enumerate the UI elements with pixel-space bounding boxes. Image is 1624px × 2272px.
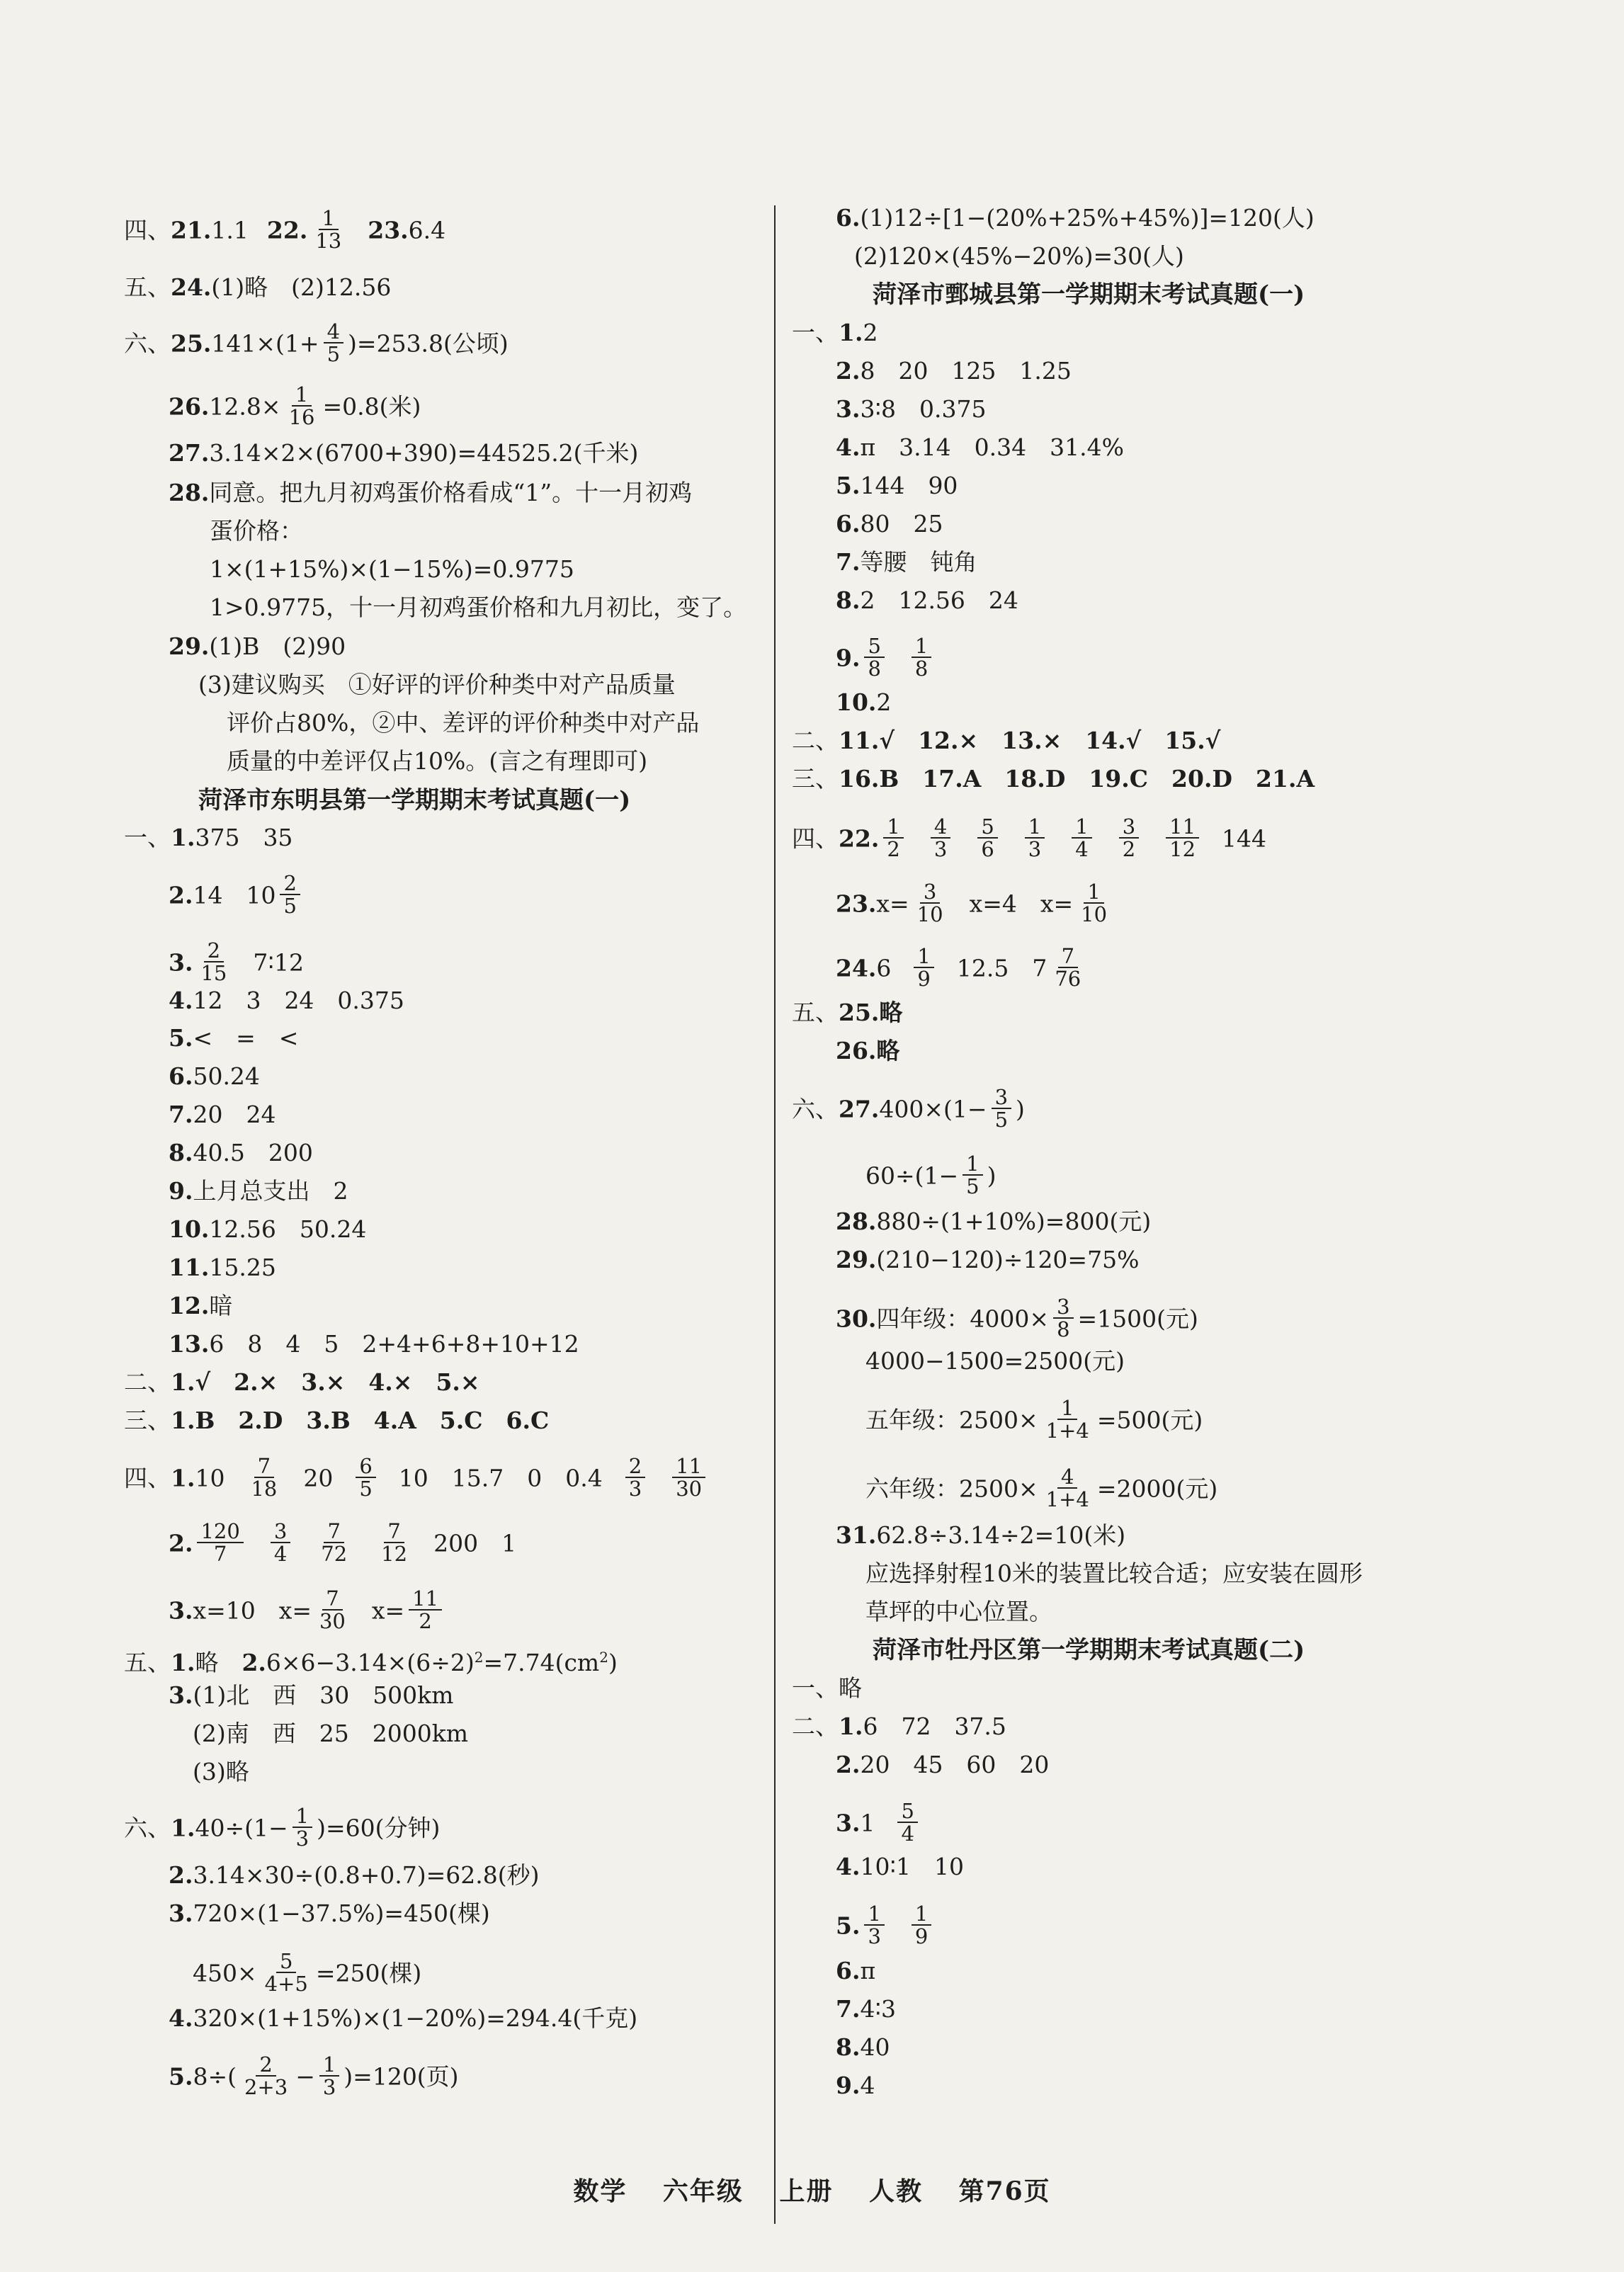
answer-line: 5. $\frac{1}{3}$ $\frac{1}{9}$ xyxy=(836,1905,936,1933)
answer-line: 3.3∶8 0.375 xyxy=(836,395,987,423)
section-heading: 菏泽市牡丹区第一学期期末考试真题(二) xyxy=(873,1636,1305,1664)
fraction: $\frac{3}{4}$ xyxy=(271,1521,290,1565)
answer-line: 28.同意。把九月初鸡蛋价格看成“1”。十一月初鸡 xyxy=(169,479,693,506)
fraction: $\frac{1}{3}$ xyxy=(319,2054,339,2098)
fraction: $\frac{5}{4}$ xyxy=(897,1800,917,1845)
fraction: $\frac{1}{4}$ xyxy=(1072,816,1091,860)
fraction: $\frac{7}{18}$ xyxy=(251,1454,278,1501)
fraction: $\frac{2}{5}$ xyxy=(280,873,300,917)
column-divider xyxy=(774,205,776,2224)
answer-line: 12.暗 xyxy=(169,1292,233,1319)
fraction: $\frac{1}{9}$ xyxy=(912,1903,931,1948)
fraction: $\frac{1}{16}$ xyxy=(288,382,315,430)
answer-line: 2.20 45 60 20 xyxy=(836,1751,1050,1778)
fraction: $\frac{1}{9}$ xyxy=(914,945,933,990)
answer-line: 26.12.8× $\frac{1}{16}$ =0.8(米) xyxy=(169,382,421,430)
answer-line: 3.720×(1−37.5%)=450(棵) xyxy=(169,1899,490,1927)
fraction: $\frac{3}{5}$ xyxy=(992,1086,1011,1131)
answer-line: 3.1 $\frac{5}{4}$ xyxy=(836,1802,922,1831)
answer-line: 29.(1)B (2)90 xyxy=(169,632,346,660)
answer-line: 二、11.√ 12.× 13.× 14.√ 15.√ xyxy=(792,727,1221,754)
answer-line: 五、1.略 $2.6\times 6-3.14\times(6\div 2)^2=7.74(cm^2)$ xyxy=(124,1649,618,1676)
answer-line: 一、1.375 35 xyxy=(124,824,293,851)
fraction: $\frac{5}{8}$ xyxy=(864,635,884,680)
footer-subject: 数学 xyxy=(573,2176,628,2206)
fraction: $\frac{11}{30}$ xyxy=(672,1455,705,1500)
answer-line: 4000−1500=2500(元) xyxy=(865,1347,1125,1375)
answer-line: 4.π 3.14 0.34 31.4% xyxy=(836,433,1124,461)
answer-line: 五年级：2500× $\frac{1}{1+4}$ =500(元) xyxy=(865,1396,1203,1443)
footer-grade: 六年级 xyxy=(662,2176,744,2206)
answer-line: 4.10∶1 10 xyxy=(836,1853,965,1880)
fraction: $\frac{3}{2}$ xyxy=(1119,816,1139,860)
answer-line: 2.14 10 $\frac{2}{5}$ xyxy=(169,875,305,903)
answer-line: 蛋价格： xyxy=(210,517,303,545)
fraction: $\frac{4}{3}$ xyxy=(931,816,950,860)
answer-line: 5.< = < xyxy=(169,1024,299,1052)
answer-line: 六年级：2500× $\frac{4}{1+4}$ =2000(元) xyxy=(865,1465,1218,1512)
fraction: $\frac{4}{1+4}$ xyxy=(1045,1465,1089,1512)
answer-line: 8.40.5 200 xyxy=(169,1139,313,1166)
fraction: $\frac{7}{72}$ xyxy=(321,1519,348,1567)
fraction: $\frac{6}{5}$ xyxy=(356,1455,375,1500)
answer-line: 27.3.14×2×(6700+390)=44525.2(千米) xyxy=(169,439,639,467)
answer-line: 30.四年级：4000× $\frac{3}{8}$ =1500(元) xyxy=(836,1295,1198,1342)
answer-line: 28.880÷(1+10%)=800(元) xyxy=(836,1208,1152,1235)
answer-line: 三、1.B 2.D 3.B 4.A 5.C 6.C xyxy=(124,1407,550,1434)
answer-line: 一、略 xyxy=(792,1674,862,1702)
answer-line: 60÷(1− $\frac{1}{5}$ ) xyxy=(865,1152,996,1199)
page-footer xyxy=(0,2171,1624,2208)
answer-line: 9.4 xyxy=(836,2072,875,2099)
fraction: $\frac{3}{8}$ xyxy=(1053,1296,1073,1341)
answer-line: 5.8÷( $\frac{2}{2+3}$ − $\frac{1}{3}$ )=120(页) xyxy=(169,2052,459,2100)
answer-line: 一、1.2 xyxy=(792,319,878,346)
fraction: $\frac{2}{2+3}$ xyxy=(244,2052,288,2100)
fraction: $\frac{7}{76}$ xyxy=(1055,944,1081,992)
fraction: $\frac{1}{3}$ xyxy=(1025,816,1045,860)
answer-line: 9. $\frac{5}{8}$ $\frac{1}{8}$ xyxy=(836,637,936,666)
answer-line: 31.62.8÷3.14÷2=10(米) xyxy=(836,1521,1126,1549)
answer-line: 11.15.25 xyxy=(169,1254,276,1281)
fraction: $\frac{1}{8}$ xyxy=(912,635,931,680)
answer-line: (2)120×(45%−20%)=30(人) xyxy=(854,242,1184,270)
section-heading: 菏泽市东明县第一学期期末考试真题(一) xyxy=(198,786,631,814)
fraction: $\frac{4}{5}$ xyxy=(324,321,343,365)
fraction: $\frac{11}{2}$ xyxy=(409,1588,442,1632)
answer-line: 1×(1+15%)×(1−15%)=0.9775 xyxy=(210,555,574,583)
fraction: $\frac{11}{12}$ xyxy=(1166,816,1199,860)
fraction: $\frac{7}{30}$ xyxy=(319,1586,346,1634)
answer-line: 五、25.略 xyxy=(792,999,903,1026)
answer-line: 13.6 8 4 5 2+4+6+8+10+12 xyxy=(169,1330,579,1358)
answer-line: 7.4∶3 xyxy=(836,1995,897,2023)
answer-line: 450× $\frac{5}{4+5}$ =250(棵) xyxy=(193,1949,422,1996)
fraction: $\frac{5}{4+5}$ xyxy=(264,1949,308,1996)
answer-line: 7.等腰 钝角 xyxy=(836,548,977,576)
answer-line: 8.40 xyxy=(836,2033,890,2061)
answer-line: 3. $\frac{2}{15}$ 7∶12 xyxy=(169,938,304,986)
fraction: $\frac{3}{10}$ xyxy=(916,880,943,927)
answer-line: 2.8 20 125 1.25 xyxy=(836,357,1072,385)
answer-line: 6.80 25 xyxy=(836,510,943,538)
answer-line: 6.50.24 xyxy=(169,1062,260,1090)
answer-line: 4.12 3 24 0.375 xyxy=(169,987,404,1014)
answer-line: 7.20 24 xyxy=(169,1101,276,1128)
answer-line: 10.12.56 50.24 xyxy=(169,1215,367,1243)
answer-line: 29.(210−120)÷120=75% xyxy=(836,1246,1140,1273)
answer-line: 1>0.9775，十一月初鸡蛋价格和九月初比，变了。 xyxy=(210,593,747,621)
answer-line: 六、27.400×(1− $\frac{3}{5}$ ) xyxy=(792,1085,1025,1132)
answer-line: 6.(1)12÷[1−(20%+25%+45%)]=120(人) xyxy=(836,204,1314,232)
answer-line: 二、1.√ 2.× 3.× 4.× 5.× xyxy=(124,1368,480,1396)
fraction: $\frac{1}{13}$ xyxy=(315,206,342,254)
fraction: $\frac{2}{15}$ xyxy=(200,938,227,986)
answer-line: 六、25.141×(1+ $\frac{4}{5}$ )=253.8(公顷) xyxy=(124,319,509,367)
section-heading: 菏泽市鄄城县第一学期期末考试真题(一) xyxy=(873,280,1305,309)
fraction: $\frac{5}{6}$ xyxy=(977,816,997,860)
fraction: $\frac{1}{3}$ xyxy=(864,1903,884,1948)
answer-line: 三、16.B 17.A 18.D 19.C 20.D 21.A xyxy=(792,765,1315,793)
answer-line: 9.上月总支出 2 xyxy=(169,1177,348,1205)
fraction: $\frac{1}{1+4}$ xyxy=(1045,1396,1089,1443)
answer-line: 六、1.40÷(1− $\frac{1}{3}$ )=60(分钟) xyxy=(124,1804,441,1851)
answer-line: 5.144 90 xyxy=(836,472,958,499)
answer-line: 四、22. $\frac{1}{2}$ $\frac{4}{3}$ $\frac{5}{6}$ $\frac{1}{3}$ $\frac{1}{4}$ $\frac{3}{2}$ $\frac{11}{12}$ 144 xyxy=(792,814,1267,862)
answer-line: 四、1.10 $\frac{7}{18}$ 20 $\frac{6}{5}$ 10 15.7 0 0.4 $\frac{2}{3}$ $\frac{11}{30}$ xyxy=(124,1458,710,1486)
answer-line: 6.π xyxy=(836,1957,876,1984)
answer-line: 10.2 xyxy=(836,688,892,716)
fraction: $\frac{2}{3}$ xyxy=(625,1455,645,1500)
answer-line: 二、1.6 72 37.5 xyxy=(792,1712,1006,1740)
answer-line: 3.(1)北 西 30 500km xyxy=(169,1681,454,1709)
fraction: $\frac{120}{7}$ xyxy=(197,1521,243,1565)
answer-line: 26.略 xyxy=(836,1037,900,1064)
fraction: $\frac{7}{12}$ xyxy=(381,1519,408,1567)
answer-line: 2. $\frac{120}{7}$ $\frac{3}{4}$ $\frac{7}{72}$ $\frac{7}{12}$ 200 1 xyxy=(169,1519,517,1567)
answer-line: 8.2 12.56 24 xyxy=(836,586,1018,614)
answer-line: (3)略 xyxy=(193,1758,249,1785)
answer-line: 3.x=10 x= $\frac{7}{30}$ x= $\frac{11}{2}$ xyxy=(169,1590,446,1618)
answer-line: 评价占80%，②中、差评的评价种类中对产品 xyxy=(227,709,700,737)
fraction: $\frac{1}{10}$ xyxy=(1081,880,1108,927)
answer-line: 质量的中差评仅占10%。(言之有理即可) xyxy=(227,747,648,775)
answer-line: 2.3.14×30÷(0.8+0.7)=62.8(秒) xyxy=(169,1861,540,1889)
answer-line: 4.320×(1+15%)×(1−20%)=294.4(千克) xyxy=(169,2004,638,2032)
footer-volume: 上册 xyxy=(779,2176,834,2206)
fraction: $\frac{1}{3}$ xyxy=(293,1805,312,1850)
answer-line: 草坪的中心位置。 xyxy=(865,1598,1052,1625)
footer-page-number: 第76页 xyxy=(958,2176,1051,2206)
fraction: $\frac{1}{5}$ xyxy=(963,1153,982,1198)
answer-line: 23.x= $\frac{3}{10}$ x=4 x= $\frac{1}{10}$ xyxy=(836,883,1115,911)
answer-line: (3)建议购买 ①好评的评价种类中对产品质量 xyxy=(198,671,676,698)
fraction: $\frac{1}{2}$ xyxy=(883,816,903,860)
answer-line: 五、24.(1)略 (2)12.56 xyxy=(124,273,392,301)
answer-line: 四、21.1.1 22. $\frac{1}{13}$ 23.6.4 xyxy=(124,206,446,254)
answer-line: 24.6 $\frac{1}{9}$ 12.5 7 $\frac{7}{76}$ xyxy=(836,948,1089,976)
footer-edition: 人教 xyxy=(869,2176,924,2206)
answer-line: (2)南 西 25 2000km xyxy=(193,1720,469,1747)
answer-line: 应选择射程10米的装置比较合适；应安装在圆形 xyxy=(865,1560,1363,1587)
